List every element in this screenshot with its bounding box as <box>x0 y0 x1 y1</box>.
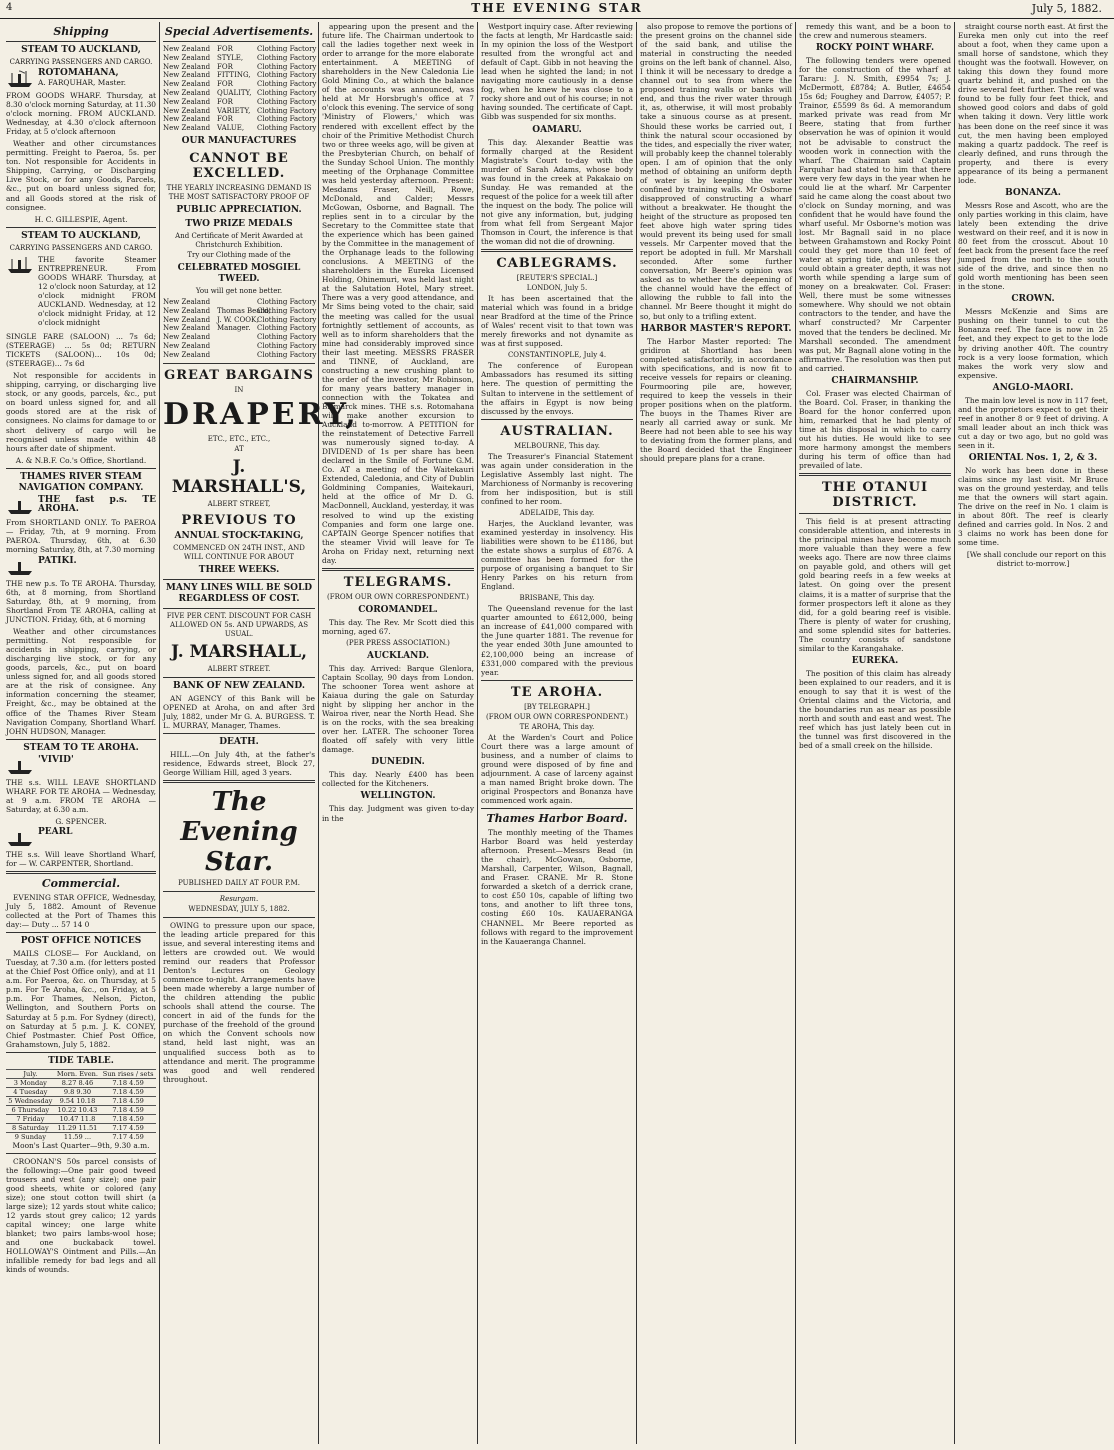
ad-cell: FOR <box>217 80 233 89</box>
adelaide-text: Harjes, the Auckland levanter, was examined yesterday in insolvency. His liabilities were shown to be £1186, but the estate shows a surplus of £876. A committee has been formed for the purpose of organising a banquet to Sir Henry Parkes on his return from England. <box>481 518 633 592</box>
harbor-cont: remedy this want, and be a boon to the crew and numerous steamers. <box>799 22 951 41</box>
commenced-line: COMMENCED ON 24TH INST., AND WILL CONTINUE FOR ABOUT <box>173 543 305 561</box>
column-rule <box>477 22 478 1444</box>
marshalls-heading: J. MARSHALL'S, <box>171 456 307 497</box>
agent-name: G. SPENCER. <box>55 816 107 826</box>
oriental-heading: ORIENTAL Nos. 1, 2, & 3. <box>968 452 1098 463</box>
wellington-text: This day. Judgment was given to-day in the <box>322 804 474 823</box>
australian-heading: AUSTRALIAN. <box>500 423 614 439</box>
ad-cell: Manager. <box>217 324 251 333</box>
tide-times: 9.8 9.30 <box>55 1087 101 1096</box>
dunedin-text: This day. Nearly £400 has been collected for the Kitcheners. <box>322 770 474 789</box>
public-appreciation: PUBLIC APPRECIATION. <box>176 204 302 215</box>
ship-name: 'VIVID' <box>38 754 74 765</box>
auckland-subheading: CARRYING PASSENGERS AND CARGO. <box>9 58 153 66</box>
ad-cell: New Zealand <box>163 350 211 359</box>
column-telegrams <box>481 22 633 1444</box>
discount-line: FIVE PER CENT. DISCOUNT FOR CASH ALLOWED ON 5s. AND UPWARDS, AS USUAL. <box>166 611 312 638</box>
tide-times: 10.22 10.43 <box>55 1105 101 1114</box>
ship-advert <box>6 496 156 516</box>
ship-name: PEARL <box>38 826 73 837</box>
auckland-heading: STEAM TO AUCKLAND, <box>21 45 141 55</box>
adelaide-dateline: ADELAIDE, This day. <box>519 508 595 517</box>
tide-times: 10.47 11.8 <box>55 1114 101 1123</box>
ad-cell: Clothing Factory <box>257 45 317 53</box>
ad-cell: New Zealand <box>163 106 211 115</box>
marshall-signature: J. MARSHALL, <box>170 641 308 662</box>
bank-text: AN AGENCY of this Bank will be OPENED at Aroha, on and after 3rd July, 1882, under Mr G. A. BURGESS. T. L. MURRAY, Manager, Thames. <box>163 693 315 730</box>
ad-cell <box>217 298 257 307</box>
ad-cell: FOR <box>217 115 233 124</box>
sailing-times: THE favorite Steamer ENTREPRENEUR. From GOODS WHARF. Thursday, at 12 o'clock noon Saturday, at 12 o'clock midnight FROM AUCKLAND. Wednesday, at 12 o'clock midnight Friday, at 12 o'clock midnight <box>38 254 156 327</box>
te-aroha-heading: TE AROHA. <box>510 684 604 700</box>
tide-day: 4 Tuesday <box>6 1087 55 1096</box>
harbor-board-text: The monthly meeting of the Thames Harbor Board was held yesterday afternoon. Present—Messrs Bead (in the chair), McGowan, Osborne, Marshall, Carpenter, Wilson, Bagnall, and Fraser. CRANE. Mr R. Stone forwarded a sketch of a derrick crane, to cost £50 10s, capable of lifting two tons, and another to lift three tons, costing £60 10s. KAUAERANGA CHANNEL. Mr Beere reported as follows with regard to the improvement in the Kauaeranga Channel. <box>481 828 633 946</box>
column-advertisements <box>163 22 359 1444</box>
ad-cell: Clothing Factory <box>257 88 317 97</box>
ad-cell: New Zealand <box>163 124 211 133</box>
ad-cell: New Zealand <box>163 80 211 89</box>
albert-street: ALBERT STREET, <box>207 499 271 508</box>
editorial-text: OWING to pressure upon our space, the leading article prepared for this issue, and several interesting items and letters are crowded out. We would remind our readers that Professor Denton's Lectures on Geology commence to-night. Arrangements have been made whereby a large number of the children attending the public schools shall attend the course. The concert in aid of the funds for the purchase of the freehold of the ground on which the Convent schools now stand, held last night, was an unqualified success both as to attendance and merit. The programme was good and well rendered throughout. <box>163 920 315 1084</box>
column-harbor-board <box>640 22 792 1444</box>
table-header <box>6 1069 156 1078</box>
editorial-date: WEDNESDAY, JULY 5, 1882. <box>188 904 290 913</box>
ad-cell: FOR <box>217 45 233 53</box>
brisbane-dateline: BRISBANE, This day. <box>519 594 595 603</box>
mosgiel-tweed: CELEBRATED MOSGIEL TWEED. <box>177 262 301 284</box>
sailing-times: THE s.s. WILL LEAVE SHORTLAND WHARF. FOR TE AROHA — Wednesday, at 9 a.m. FROM TE AROHA — Saturday, at 6.30 a.m. <box>6 777 156 814</box>
steamship-icon <box>6 756 34 776</box>
melbourne-text: The Treasurer's Financial Statement was again under consideration in the Legislative Assembly last night. The Marchioness of Normanby is recovering from her indisposition, but is still confined to her room. <box>481 451 633 506</box>
shipping-note: Weather and other circumstances permitting. Freight to Paeroa, 5s. per ton. Not responsible for Accidents in Shipping, Carrying, or Discharging Live Stock, or for any Goods, Parcels, &c., put on board unless signed for, and all Goods stored at the risk of consignee. <box>6 139 156 212</box>
post-office-text: MAILS CLOSE— For Auckland, on Tuesday, at 7.30 a.m. (for letters posted at the Chief Post Office only), and at 11 a.m. For Paeroa, &c. on Thursday, at 5 p.m. For Te Aroha, &c., on Friday, at 5 p.m. For Thames, Nelson, Picton, Wellington, and Southern Ports on Saturday at 5 p.m. For Sydney (direct), on Saturday at 5 p.m. J. K. CONEY, Chief Postmaster. Chief Post Office, Grahamstown, July 5, 1882. <box>6 949 156 1049</box>
ship-advert <box>6 255 156 330</box>
etc-line: ETC., ETC., ETC., <box>207 434 271 443</box>
harbor-master-text: The Harbor Master reported: The gridiron at Shortland has been completed satisfactorily, in accordance with specifications, and is now fit to receive vessels for repairs or cleaning. Fourmooring pile are, however, required to keep the vessels in their proper positions when on the platform. The buoys in the Thames River are nearly all carried away or sunk. Mr Beere had not been able to see his way to deviating from the former plans, and the Board decided that the Engineer should prepare plans for a crane. <box>640 336 792 464</box>
ad-cell: Thomas Beard, <box>217 306 271 315</box>
ad-cell: Clothing Factory <box>257 106 317 115</box>
drapery-heading: DRAPERY, <box>163 396 359 432</box>
ad-cell: STYLE, <box>217 53 244 62</box>
column-local-news <box>322 22 474 1444</box>
agent-name: A. & N.B.F. Co.'s Office, Shortland. <box>15 455 147 465</box>
harbor-board-heading: Thames Harbor Board. <box>486 812 628 826</box>
tide-day: 9 Sunday <box>6 1132 55 1141</box>
ad-cell: New Zealand <box>163 53 211 62</box>
albert-street: ALBERT STREET. <box>207 664 271 673</box>
own-correspondent: (FROM OUR OWN CORRESPONDENT.) <box>486 712 628 721</box>
tide-col-header: Sun rises / sets <box>100 1069 156 1078</box>
reuters-special: [REUTER'S SPECIAL.] <box>516 274 598 283</box>
crown-text: Messrs McKenzie and Sims are pushing on their tunnel to cut the Bonanza reef. The face is now in 25 feet, and they expect to get to the lode by driving another 40ft. The country rock is a very loose formation, which makes the work very slow and expensive. <box>958 307 1108 380</box>
tide-col-header: July. <box>6 1069 55 1078</box>
steam-subheading: CARRYING PASSENGERS AND CARGO. <box>9 243 153 252</box>
death-notice: HILL.—On July 4th, at the father's residence, Edwards street, Block 27, George William Hill, aged 3 years. <box>163 749 315 777</box>
sun-times: 7.18 4.59 <box>100 1087 156 1096</box>
tide-col-header: Morn. Even. <box>55 1069 101 1078</box>
sailing-times: THE s.s. Will leave Shortland Wharf, for — W. CARPENTER, Shortland. <box>6 849 156 868</box>
column-shipping <box>6 22 156 1444</box>
closing-note: [We shall conclude our report on this district to-morrow.] <box>966 550 1107 569</box>
sun-times: 7.18 4.59 <box>100 1114 156 1123</box>
ship-name: PATIKI. <box>38 555 77 566</box>
tide-times: 8.27 8.46 <box>55 1078 101 1087</box>
te-aroha-dateline: TE AROHA, This day. <box>519 722 595 731</box>
column-rule <box>159 22 160 1444</box>
clothing-factory-advert <box>163 45 315 133</box>
eureka-heading: EUREKA. <box>851 655 899 666</box>
many-lines: MANY LINES WILL BE SOLD REGARDLESS OF COST. <box>165 582 313 604</box>
at-word: AT <box>234 444 244 453</box>
auckland-text: This day. Arrived: Barque Glenlora, Captain Scollay, 90 days from London. The schooner Torea went ashore at Kaiaua during the gale on Saturday night by slipping her anchor in the Wairoa river, near the North Head. She is on the rocks, with the sea breaking over her. LATER. The schooner Torea floated off safely with very little damage. <box>322 663 474 755</box>
tide-day: 6 Thursday <box>6 1105 55 1114</box>
telegrams-heading: TELEGRAMS. <box>343 574 453 590</box>
post-office-heading: POST OFFICE NOTICES <box>20 936 142 947</box>
bank-heading: BANK OF NEW ZEALAND. <box>172 680 306 691</box>
annual-stocktaking: ANNUAL STOCK-TAKING, <box>174 530 304 541</box>
ad-cell: New Zealand <box>163 71 211 80</box>
great-bargains: GREAT BARGAINS <box>164 367 314 383</box>
newspaper-title: THE EVENING STAR <box>471 1 643 15</box>
shipping-heading: Shipping <box>53 25 109 38</box>
steamship-icon <box>6 828 34 848</box>
ad-cell: FOR <box>217 97 233 106</box>
otanui-heading: THE OTANUI DISTRICT. <box>821 480 929 511</box>
london-text: It has been ascertained that the material which was found in a bridge near Bradford at the time of the Prince of Wales' recent visit to that town was merely fireworks and not dynamite as was at first supposed. <box>481 294 633 349</box>
clothing-factory-advert <box>163 298 315 360</box>
bonanza-text: Messrs Rose and Ascott, who are the only parties working in this claim, have lately been extending the drive westward on their reef, and it is now in 80 feet from the crosscut. About 10 feet back from the present face the reef jumped from the north to the south side of the drive, and since then no gold worth mentioning has been seen in the stone. <box>958 200 1108 292</box>
oamaru-text: This day. Alexander Beattie was formally charged at the Resident Magistrate's Court to-day with the murder of Sarah Adams, whose body was found in the creek at Pakakaio on Sunday. He was remanded at the request of the police for a week till after the inquest on the body. The police will not give any information, but, judging from what fell from Sergeant Major Thomson in Court, the inference is that the woman did not die of drowning. <box>481 137 633 247</box>
sun-times: 7.18 4.59 <box>100 1078 156 1087</box>
tide-day: 8 Saturday <box>6 1123 55 1132</box>
fares: SINGLE FARE (SALOON) ... 7s 6d; (STEERAGE) ... 5s 0d; RETURN TICKETS (SALOON)... 10s 0d; (STEERAGE)... 7s 6d <box>6 332 156 369</box>
harbor-master-heading: HARBOR MASTER'S REPORT. <box>640 323 792 334</box>
wellington-heading: WELLINGTON. <box>360 791 436 802</box>
column-mining <box>958 22 1108 1444</box>
ad-cell: New Zealand <box>163 341 211 350</box>
tide-times: 11.29 11.51 <box>55 1123 101 1132</box>
te-aroha-text: At the Warden's Court and Police Court there was a large amount of business, and a number of claims to ground were disposed of by fine and adjournment. A case of larceny against a man named Bright broke down. The original Prospectors and Bonanza have commenced work again. <box>481 732 633 805</box>
telegrams-sub: (FROM OUR OWN CORRESPONDENT.) <box>327 592 469 601</box>
dunedin-heading: DUNEDIN. <box>371 757 425 768</box>
sailing-times: From SHORTLAND ONLY. To PAEROA — Friday, 7th, at 9 morning. From PAEROA. Thursday, 6th, at 6.30 morning Saturday, 8th, at 7.30 morning <box>6 517 156 554</box>
anglo-maori-heading: ANGLO-MAORI. <box>992 382 1074 393</box>
ad-cell: FITTING, <box>217 71 251 80</box>
evening-star-title: The Evening Star. <box>180 786 298 877</box>
constantinople-dateline: CONSTANTINOPLE, July 4. <box>507 351 607 360</box>
ship-advert <box>6 557 156 577</box>
ad-cell: Clothing Factory <box>257 80 317 89</box>
ad-cell: New Zealand <box>163 315 211 324</box>
published-daily: PUBLISHED DAILY AT FOUR P.M. <box>178 878 300 887</box>
in-word: IN <box>234 385 244 394</box>
ship-master: A. FARQUHAR, Master. <box>38 78 126 88</box>
table-row <box>6 1123 156 1132</box>
commercial-text: EVENING STAR OFFICE, Wednesday, July 5, 1882. Amount of Revenue collected at the Port of Thames this day:— Duty ... 57 14 0 <box>6 893 156 930</box>
two-prize-medals: TWO PRIZE MEDALS <box>185 218 293 229</box>
ad-cell: Clothing Factory <box>257 333 317 342</box>
ad-cell: New Zealand <box>163 97 211 106</box>
steamship-icon <box>6 496 34 516</box>
sun-times: 7.17 4.59 <box>100 1132 156 1141</box>
death-heading: DEATH. <box>219 736 259 747</box>
ad-cell: New Zealand <box>163 115 211 124</box>
chairmanship-heading: CHAIRMANSHIP. <box>831 375 919 386</box>
try-clothing: Try our Clothing made of the <box>187 250 291 259</box>
column-otanui <box>799 22 951 1444</box>
ship-name: THE fast p.s. TE AROHA. <box>38 494 156 514</box>
coromandel-text: This day. The Rev. Mr Scott died this morning, aged 67. <box>322 617 474 636</box>
column-rule <box>636 22 637 1444</box>
ad-cell: Clothing Factory <box>257 115 317 124</box>
ship-advert <box>6 828 156 848</box>
sun-times: 7.18 4.59 <box>100 1105 156 1114</box>
ad-cell: VALUE, <box>217 124 245 133</box>
special-ads-heading: Special Advertisements. <box>164 25 314 38</box>
ad-cell: Clothing Factory <box>257 124 317 133</box>
steamship-icon <box>6 69 34 89</box>
ship-advert <box>6 756 156 776</box>
auckland-heading: AUCKLAND. <box>367 650 429 661</box>
ad-cell: Clothing Factory <box>257 62 317 71</box>
crown-heading: CROWN. <box>1011 294 1055 305</box>
steamship-icon <box>6 255 34 275</box>
tide-table <box>6 1069 156 1141</box>
ad-cell: Clothing Factory <box>257 306 317 315</box>
table-row <box>6 1105 156 1114</box>
ad-cell <box>217 351 257 360</box>
cannot-sub: THE YEARLY INCREASING DEMAND IS THE MOST SATISFACTORY PROOF OF <box>166 183 312 201</box>
ad-cell <box>217 333 257 342</box>
ad-cell: New Zealand <box>163 306 211 315</box>
mosgiel-sub: You will get none better. <box>195 286 283 295</box>
column-rule <box>318 22 319 1444</box>
issue-date: July 5, 1882. <box>1031 2 1102 15</box>
steam-te-aroha-heading: STEAM TO TE AROHA. <box>23 742 139 753</box>
harbor-board-cont: also propose to remove the portions of the present groins on the channel side of the said bank, and utilise the material in constructing the needed groins on the left bank of channel. Also, I think it will be necessary to dredge a channel out to sea from where the proposed training walls or banks will end, and thus the river water through it, as, otherwise, it will most probably take a sinuous course as at present. Should these works be carried out, I think the natural scour occasioned by the tides, and especially the river water, will probably keep the channel tolerably open. I am of opinion that the only method of obtaining an uniform depth of water is by keeping the water confined by training walls. Mr Osborne disapproved of constructing a wharf without a breakwater. He thought the height of the structure as proposed ten feet above high water spring tides would prevent its being used for small vessels. Mr Carpenter moved that the report be adopted in full. Mr Marshall seconded. After some further conversation, Mr Beere's opinion was asked as to whether the deepening of the channel would have the effect of allowing the rubble to fall into the channel. Mr Beere thought it might do so, but only to a trifling extent. <box>640 22 792 321</box>
steamship-icon <box>6 557 34 577</box>
anglo-maori-text: The main low level is now in 117 feet, and the proprietors expect to get their reef in another 8 or 9 feet of driving. A small leader about an inch thick was cut a day or two ago, but no gold was seen in it. <box>958 395 1108 450</box>
previous-to: PREVIOUS TO <box>181 512 297 528</box>
shipping-note: Weather and other circumstances permitting. Not responsible for accidents in shipping, carrying, or discharging live stock, or for any goods, parcels, &c., put on board unless signed for, and all goods stored are at the risk of consignee. Any information concerning the steamer, Freight, &c., may be obtained at the office of the Thames River Steam Navigation Company, Shortland Wharf. JOHN HUDSON, Manager. <box>6 627 156 736</box>
table-row <box>6 1087 156 1096</box>
ad-cell <box>217 342 257 351</box>
oriental-text: No work has been done in these claims since my last visit. Mr Bruce was on the ground yesterday, and tells me that the owners will start again. The drive on the reef in No. 1 claim is in about 80ft. The reef is clearly defined and carries gold. In Nos. 2 and 3 claims no work has been done for some time. <box>958 465 1108 548</box>
table-row <box>6 1078 156 1087</box>
our-manufactures: OUR MANUFACTURES <box>181 135 297 146</box>
ad-cell: New Zealand <box>163 88 211 97</box>
shipping-note: Not responsible for accidents in shipping, carrying, or discharging live stock, or any goods, parcels, &c., put on board unless signed for, and all goods stored are at the risk of consignees. No claims for damage to or short delivery of cargo will be recognised unless made within 48 hours after date of shipment. <box>6 371 156 453</box>
ad-cell: New Zealand <box>163 297 211 306</box>
steam-heading: STEAM TO AUCKLAND, <box>21 230 141 241</box>
brisbane-text: The Queensland revenue for the last quarter amounted to £612,000, being an increase of £41,000 compared with the June quarter 1881. The revenue for the year ended 30th June amounted to £2,100,000 being an increase of £331,000 compared with the previous year. <box>481 604 633 677</box>
otanui-text: This field is at present attracting considerable attention, and interests in the principal mines have become much more valuable than they were a few weeks ago. There are now three claims on payable gold, and others will get gold bearing reefs in a few weeks at latest. On going over the present claims, it is a matter of surprise that the former prospectors left it alone as they did, for a gold bearing reef is visible. There is plenty of water for crushing, and some splendid sites for batteries. The country consists of sandstone similar to the Karangahake. <box>799 517 951 653</box>
oamaru-heading: OAMARU. <box>532 124 582 135</box>
sailing-times: FROM GOODS WHARF. Thursday, at 8.30 o'clock morning Saturday, at 11.30 o'clock morning. FROM AUCKLAND. Wednesday, at 4.30 o'clock afternoon Friday, at 5 o'clock afternoon <box>6 91 156 137</box>
ad-cell: Clothing Factory <box>257 97 317 106</box>
ad-cell: VARIETY, <box>217 106 251 115</box>
eureka-text: The position of this claim has already been explained to our readers, and it is enough to say that it is west of the Oriental claims and the Victoria, and the boundaries run as near as possible north and south and east and west. The reef which has just lately been cut in the tunnel was first discovered in the bed of a small creek on the hillside. <box>799 668 951 751</box>
column-rule <box>795 22 796 1444</box>
eureka-cont: straight course north east. At first the Eureka men only cut into the reef about a foot, when they came upon a small horse of sandstone, which they thought was the footwall. However, on taking this down they found more quartz behind it, and pushed on the drive several feet further. The reef was found to be fully four feet thick, and showed good colors and dabs of gold when taking it down. Very little work has been done on the reef since it was cut, the men having been employed making a quartz paddock. The reef is clearly defined, and runs through the property, and there is every appearance of its being a permanent lode. <box>958 22 1108 185</box>
three-weeks: THREE WEEKS. <box>198 564 280 575</box>
masthead <box>0 0 1114 19</box>
ad-cell: New Zealand <box>163 62 211 71</box>
ad-cell: Clothing Factory <box>257 71 317 80</box>
ad-cell: J. W. COOK, <box>217 315 259 324</box>
ship-name: ROTOMAHANA, <box>38 68 119 78</box>
ad-cell: FOR <box>217 62 233 71</box>
tide-times: 9.54 10.18 <box>55 1096 101 1105</box>
misc-adverts: CROONAN'S 50s parcel consists of the following:—One pair good tweed trousers and vest (any size); one pair good sheets, white or colored (any size); one stout cotton twill shirt (a large size); 12 yards stout white calico; 12 yards stout grey calico; 12 yards capital wincey; one large white blanket; two pairs lambs-wool hose; and one buckaback towel. HOLLOWAY'S Ointment and Pills.—An infallible remedy for bad legs and all kinds of wounds. <box>6 1156 156 1275</box>
sailing-times: THE new p.s. To TE AROHA. Thursday, 6th, at 8 morning, from Shortland Saturday, 8th, at 9 morning, from Shortland From TE AROHA, calling at JUNCTION. Friday, 6th, at 6 morning <box>6 578 156 625</box>
table-row <box>6 1114 156 1123</box>
chairmanship-text: Col. Fraser was elected Chairman of the Board. Col. Fraser, in thanking the Board for the honor conferred upon him, remarked that he had plenty of time at his disposal in which to carry out his duties. He would like to see more harmony amongst the members during his term of office than had prevailed of late. <box>799 388 951 471</box>
press-association: (PER PRESS ASSOCIATION.) <box>346 638 450 647</box>
tide-times: 11.59 ... <box>55 1132 101 1141</box>
sun-times: 7.17 4.59 <box>100 1123 156 1132</box>
cannot-be-excelled: CANNOT BE EXCELLED. <box>189 150 289 181</box>
ad-cell: New Zealand <box>163 324 211 333</box>
commercial-heading: Commercial. <box>41 877 121 890</box>
cablegrams-heading: CABLEGRAMS. <box>496 256 618 272</box>
coromandel-heading: COROMANDEL. <box>358 604 438 615</box>
constantinople-text: The conference of European Ambassadors has resumed its sitting here. The question of permitting the Sultan to intervene in the settlement of the affairs in Egypt is now being discussed by the envoys. <box>481 361 633 416</box>
thames-river-heading: THAMES RIVER STEAM NAVIGATION COMPANY. <box>18 471 144 493</box>
ad-cell: Clothing Factory <box>257 341 317 350</box>
ad-cell: Clothing Factory <box>257 297 317 306</box>
tide-note: Moon's Last Quarter—9th, 9.30 a.m. <box>12 1140 150 1150</box>
melbourne-dateline: MELBOURNE, This day. <box>514 441 600 450</box>
ad-cell: New Zealand <box>163 45 211 53</box>
ship-advert <box>6 69 156 89</box>
ad-cell: QUALITY, <box>217 88 252 97</box>
by-telegraph: [BY TELEGRAPH.] <box>524 702 590 711</box>
prize-sub: And Certificate of Merit Awarded at Christchurch Exhibition. <box>175 231 303 249</box>
rocky-point-heading: ROCKY POINT WHARF. <box>815 43 935 54</box>
rocky-point-text: The following tenders were opened for the construction of the wharf at Tararu: J. N. Smith, £9954 7s; J. McDermott, £8784; A. Butler, £4654 15s 6d; Foughey and Darrow, £4057; P. Trainor, £5599 8s 6d. A memorandum marked private was read from Mr Beere, stating that from further observation he was of opinion it would not be advisable to construct the wooden work in connection with the wharf. The Chairman said Captain Farquhar had stated to him that there were very few days in the year when he could lie at the wharf. Mr Carpenter said he came along the coast about two o'clock on Sunday morning, and was confident that he would have found the wharf useful. Mr Osborne's motion was lost. Mr Bagnall said in no place between Grahamstown and Rocky Point could they get more than 10 feet of water at spring tide, and unless they could obtain a greater depth, it was not worth while spending a large sum of money on a breakwater. Col. Fraser: Well, there must be some witnesses somewhere. Why should we not obtain contractors to the tender, and have the wharf constructed? Mr Carpenter moved that the tenders be declined. Mr Marshall seconded. The amendment was put, Mr Bagnall alone voting in the affirmative. The resolution was then put and carried. <box>799 56 951 373</box>
ad-cell: Clothing Factory <box>257 53 317 62</box>
page-number: 4 <box>6 2 13 13</box>
tide-day: 3 Monday <box>6 1078 55 1087</box>
agent-name: H. C. GILLESPIE, Agent. <box>34 214 128 224</box>
local-news-text: appearing upon the present and the future life. The Chairman undertook to call the ladies together next week in order to arrange for the more elaborate entertainment. A MEETING of shareholders in the New Caledonia Lie Gold Mining Co., at which the balance of the accounts was announced, was held at Mr Horsbrugh's office at 7 o'clock this evening. The service of song 'Ministry of Flowers,' which was rendered with excellent effect by the choir of the Primitive Methodist Church two or three weeks ago, will be given at the Presbyterian Church, on behalf of the Sunday School Union. The monthly meeting of the Orphanage Committee was held yesterday afternoon. Present: Mesdams Fraser, Neill, Rowe, McDonald, and Calder; Messrs McGowan, Osborne, and Bagnall. The replies sent in to a circular by the Secretary to the Committee state that the experience which has been gained by the Committee in the management of the Orphanage leads to the following conclusions. A MEETING of the shareholders in the Eureka Licensed Holding, Ohinemuri, was held last night at the Salutation Hotel, Mary street. There was a very good attendance, and Mr Sims being voted to the chair, said the meeting was called for the usual fortnightly settlement of accounts, as well as to inform shareholders that the mine had considerably improved since their last meeting. MESSRS FRASER and TINNE, of Auckland, are constructing a new crushing plant to the order of the investor, Mr Robinson, for many years battery manager in connection with the Tokatea and Bismarck mines. THE s.s. Rotomahana will make another excursion to Auckland to-morrow. A PETITION for the reinstatement of Detective Farrell was numerously signed to-day. A DIVIDEND of 1s per share has been declared in the Smile of Fortune G.M. Co. AT a meeting of the Waitekauri Extended, Caledonia, and City of Dublin Goldmining Companies, Waitekauri, held at the office of Mr D. G. MacDonnell, Auckland, yesterday, it was resolved to wind up the existing Companies and form one large one. CAPTAIN George Spencer notifies that the steamer Vivid will leave for Te Aroha on Friday next, returning next day. <box>322 22 474 565</box>
tide-table-heading: TIDE TABLE. <box>48 1055 114 1066</box>
column-rule <box>954 22 955 1444</box>
table-row <box>6 1096 156 1105</box>
ad-cell: Clothing Factory <box>257 324 317 333</box>
tide-day: 5 Wednesday <box>6 1096 55 1105</box>
sun-times: 7.18 4.59 <box>100 1096 156 1105</box>
tide-day: 7 Friday <box>6 1114 55 1123</box>
bonanza-heading: BONANZA. <box>1005 187 1061 198</box>
ad-cell: New Zealand <box>163 333 211 342</box>
westport-text: Westport inquiry case. After reviewing the facts at length, Mr Hardcastle said: In my opinion the loss of the Westport resulted from the wrongful act and default of Capt. Gibb in not heaving the lead when he sighted the land; in not navigating more cautiously in a dense fog, when he knew he was close to a rocky shore and out of his course; in not having sounded. The certificate of Capt. Gibb was suspended for six months. <box>481 22 633 122</box>
ad-cell: Clothing Factory <box>257 315 317 324</box>
table-row <box>6 1132 156 1141</box>
london-dateline: LONDON, July 5. <box>526 284 588 293</box>
ad-cell: Clothing Factory <box>257 350 317 359</box>
resurgam: Resurgam. <box>219 894 259 903</box>
